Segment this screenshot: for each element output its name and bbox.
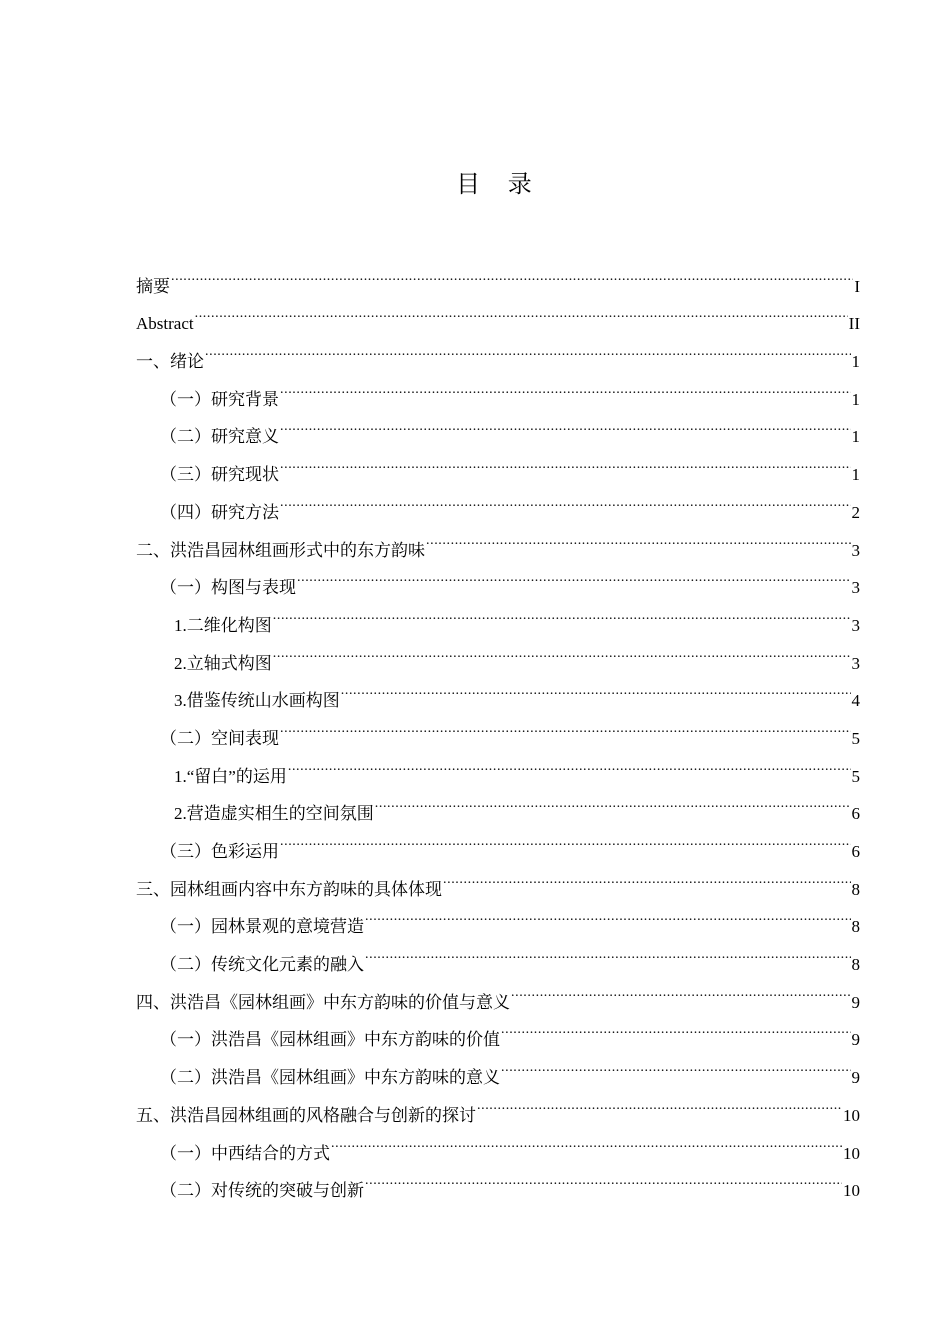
toc-entry-page-number: 8 [851,879,860,899]
toc-entry-page-number: 10 [843,1105,860,1125]
toc-entry-page-number: 5 [851,766,860,786]
toc-leader-dots [365,895,851,933]
toc-entry-page-number: 8 [851,955,860,975]
toc-leader-dots [365,1159,842,1197]
toc-entry-label: （一）研究背景 [160,389,279,409]
toc-entry-page-number: 5 [851,728,860,748]
toc-entry-page-number: 3 [851,615,860,635]
toc-entry-page-number: 9 [851,1068,860,1088]
toc-entry-label: Abstract [136,314,194,334]
toc-entry-label: （一）中西结合的方式 [160,1143,330,1163]
toc-entry-page-number: 4 [851,691,860,711]
toc-entry-label: 摘要 [136,276,170,296]
toc-entry-label: 四、洪浩昌《园林组画》中东方韵味的价值与意义 [136,992,510,1012]
toc-entry-page-number: 2 [851,502,860,522]
toc-leader-dots [280,480,851,518]
toc-leader-dots [280,706,851,744]
toc-entry[interactable] [136,254,860,296]
toc-leader-dots [375,782,851,820]
toc-entry-label: （二）洪浩昌《园林组画》中东方韵味的意义 [160,1068,500,1088]
toc-leader-dots [280,367,851,405]
toc-entry-label: （二）传统文化元素的融入 [160,955,364,975]
toc-entry[interactable] [136,292,860,334]
toc-leader-dots [280,442,851,480]
toc-entry-page-number: 9 [851,1030,860,1050]
toc-entry-page-number: 1 [851,427,860,447]
toc-entry-page-number: 1 [851,352,860,372]
toc-leader-dots [280,405,851,443]
toc-entry-label: （一）洪浩昌《园林组画》中东方韵味的价值 [160,1030,500,1050]
toc-entry-page-number: 1 [851,389,860,409]
toc-list [136,254,860,1201]
toc-leader-dots [171,254,853,292]
toc-entry-label: 3.借鉴传统山水画构图 [174,691,340,711]
toc-entry-label: （二）研究意义 [160,427,279,447]
toc-entry-page-number: 8 [851,917,860,937]
toc-entry-page-number: I [854,276,860,296]
toc-leader-dots [280,819,851,857]
toc-entry-label: （四）研究方法 [160,502,279,522]
toc-leader-dots [205,329,851,367]
toc-leader-dots [341,669,851,707]
toc-leader-dots [273,593,851,631]
toc-entry[interactable] [136,367,860,409]
toc-entry-page-number: 10 [843,1181,860,1201]
toc-entry[interactable] [136,329,860,372]
toc-entry-label: 三、园林组画内容中东方韵味的具体体现 [136,879,442,899]
toc-leader-dots [195,292,848,330]
toc-leader-dots [501,1008,851,1046]
toc-leader-dots [365,932,851,970]
toc-leader-dots [477,1083,842,1121]
toc-entry-label: （二）对传统的突破与创新 [160,1181,364,1201]
toc-entry-label: （一）园林景观的意境营造 [160,917,364,937]
toc-entry-label: （三）色彩运用 [160,842,279,861]
toc-leader-dots [288,744,851,782]
toc-entry-page-number: 3 [851,578,860,598]
toc-entry-label: 2.营造虚实相生的空间氛围 [174,804,374,824]
toc-title: 目 录 [456,170,542,198]
toc-leader-dots [273,631,851,669]
toc-entry-page-number: 9 [851,992,860,1012]
toc-leader-dots [443,857,851,895]
toc-entry-page-number: 10 [843,1143,860,1163]
toc-entry-page-number: 3 [851,653,860,673]
toc-entry-label: （一）构图与表现 [160,578,296,598]
toc-entry-label: 五、洪浩昌园林组画的风格融合与创新的探讨 [136,1105,476,1125]
toc-entry-label: 二、洪浩昌园林组画形式中的东方韵味 [136,540,425,560]
toc-entry-page-number: II [848,314,860,334]
toc-entry-page-number: 6 [851,842,860,861]
toc-leader-dots [501,1045,851,1083]
toc-entry-label: 2.立轴式构图 [174,653,272,673]
toc-leader-dots [426,518,851,556]
toc-leader-dots [331,1121,842,1159]
toc-entry-label: 1.二维化构图 [174,615,272,635]
toc-leader-dots [511,970,851,1008]
toc-entry-page-number: 6 [851,804,860,824]
toc-entry-page-number: 1 [851,465,860,485]
toc-entry-label: （二）空间表现 [160,728,279,748]
toc-entry-label: 一、绪论 [136,352,204,372]
toc-entry-label: 1.“留白”的运用 [174,766,287,786]
toc-entry-page-number: 3 [851,540,860,560]
toc-entry-label: （三）研究现状 [160,465,279,485]
toc-leader-dots [297,556,851,594]
